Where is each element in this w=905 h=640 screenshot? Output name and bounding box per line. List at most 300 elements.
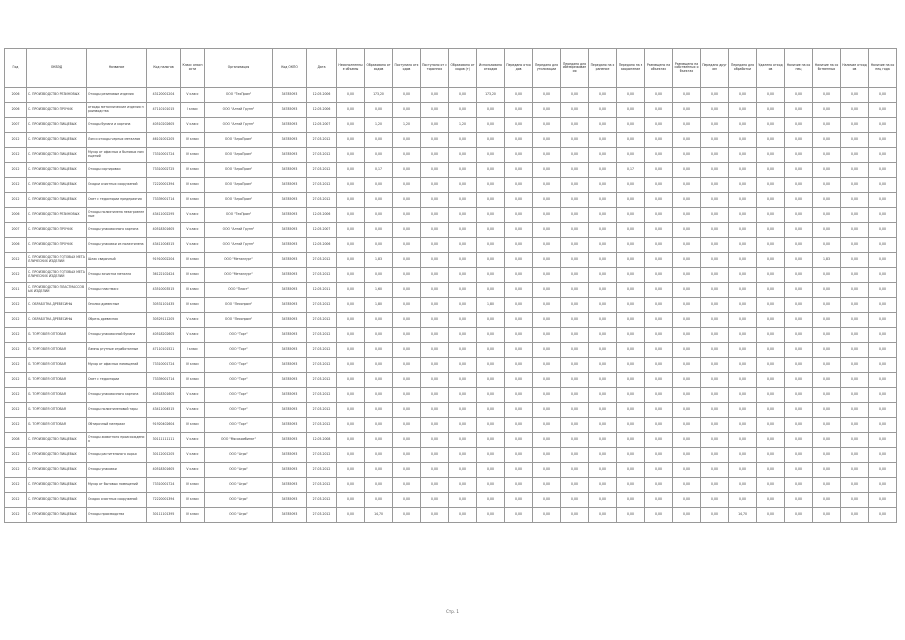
table-cell: 0,00 [673, 268, 701, 283]
table-cell: 0,00 [701, 118, 729, 133]
table-cell: 0,00 [337, 463, 365, 478]
table-cell: 0,00 [589, 313, 617, 328]
table-cell: 0,00 [673, 373, 701, 388]
table-cell: 0,00 [729, 88, 757, 103]
table-cell: 34785093 [273, 358, 307, 373]
table-cell: 34785093 [273, 88, 307, 103]
table-cell: 0,00 [617, 433, 645, 448]
table-cell: 0,00 [785, 343, 813, 358]
table-cell: С. ОБРАБОТКА ДРЕВЕСИНЫ [27, 298, 87, 313]
table-cell: 34785093 [273, 178, 307, 193]
table-cell: 0,00 [813, 463, 841, 478]
table-cell: ООО "АгроПром" [205, 133, 273, 148]
table-cell: 0,00 [617, 493, 645, 508]
table-cell: 0,00 [561, 343, 589, 358]
table-cell: 0,00 [841, 388, 869, 403]
table-cell: 2012 [5, 298, 27, 313]
table-cell: 0,00 [813, 148, 841, 163]
table-cell: 0,00 [477, 223, 505, 238]
table-cell: 0,00 [337, 418, 365, 433]
table-cell: G. ТОРГОВЛЯ ОПТОВАЯ [27, 388, 87, 403]
table-cell: С. ПРОИЗВОДСТВО ПИЩЕВЫХ [27, 448, 87, 463]
table-row [5, 493, 897, 508]
table-cell: 0,00 [617, 463, 645, 478]
table-cell: ООО "Торг" [205, 358, 273, 373]
table-cell: 0,00 [645, 433, 673, 448]
table-cell: 0,00 [393, 313, 421, 328]
table-cell: 0,00 [505, 433, 533, 448]
table-cell: ООО "Алтай Групп" [205, 223, 273, 238]
table-cell: 0,00 [337, 223, 365, 238]
table-cell: 12.05.2006 [307, 103, 337, 118]
table-cell: 0,00 [337, 298, 365, 313]
table-cell: 0,00 [813, 358, 841, 373]
table-cell: 0,00 [505, 268, 533, 283]
table-cell: 0,00 [561, 463, 589, 478]
table-cell: 0,00 [757, 148, 785, 163]
table-cell: 0,00 [421, 223, 449, 238]
table-cell: 0,00 [449, 403, 477, 418]
table-cell: IV класс [181, 253, 205, 268]
table-cell: 0,00 [813, 343, 841, 358]
table-cell: 2012 [5, 448, 27, 463]
table-cell: 0,00 [337, 163, 365, 178]
table-cell: 0,00 [561, 493, 589, 508]
table-cell: 43411004515 [147, 238, 181, 253]
table-cell: V класс [181, 88, 205, 103]
table-cell: 2012 [5, 163, 27, 178]
table-cell: 0,00 [449, 448, 477, 463]
table-cell: 0,00 [785, 223, 813, 238]
table-cell: 0,00 [785, 208, 813, 223]
table-cell: 0,00 [813, 88, 841, 103]
table-cell: 0,00 [421, 313, 449, 328]
table-cell: 0,00 [393, 358, 421, 373]
table-row [5, 448, 897, 463]
table-cell: 0,00 [533, 373, 561, 388]
table-cell: 0,00 [477, 193, 505, 208]
table-cell: 0,00 [617, 343, 645, 358]
table-cell: 0,00 [533, 493, 561, 508]
table-cell: ООО "Торг" [205, 328, 273, 343]
table-cell: 0,00 [421, 283, 449, 298]
table-cell: 0,00 [449, 328, 477, 343]
table-row [5, 103, 897, 118]
table-cell: 34785093 [273, 193, 307, 208]
table-cell: 0,00 [393, 493, 421, 508]
table-cell: 0,00 [337, 448, 365, 463]
table-cell: 0,00 [477, 418, 505, 433]
table-cell: 0,00 [505, 208, 533, 223]
table-cell: 0,00 [673, 178, 701, 193]
table-cell: 0,00 [617, 118, 645, 133]
table-cell: 0,00 [813, 223, 841, 238]
table-row [5, 373, 897, 388]
table-cell: Отходы упаковки [87, 463, 147, 478]
table-cell: 0,00 [701, 478, 729, 493]
table-cell: 0,00 [841, 508, 869, 523]
table-cell: 0,00 [785, 268, 813, 283]
table-cell: 0,00 [561, 388, 589, 403]
table-cell: 0,00 [673, 478, 701, 493]
table-cell: 2012 [5, 508, 27, 523]
table-cell: 0,00 [617, 388, 645, 403]
table-cell: ООО "ТехПром" [205, 208, 273, 223]
table-cell: 0,00 [729, 223, 757, 238]
table-cell: ООО "Торг" [205, 373, 273, 388]
table-cell: 0,00 [505, 298, 533, 313]
table-cell: 0,00 [421, 118, 449, 133]
table-cell: 0,00 [785, 508, 813, 523]
table-cell: Отходы упаковки из полиэтилена [87, 238, 147, 253]
table-cell: 0,00 [505, 493, 533, 508]
table-cell: IV класс [181, 193, 205, 208]
table-cell: 0,00 [393, 193, 421, 208]
table-cell: V класс [181, 403, 205, 418]
table-cell: 0,00 [869, 373, 897, 388]
table-cell: 0,00 [785, 403, 813, 418]
table-cell: 0,00 [393, 448, 421, 463]
table-row [5, 88, 897, 103]
table-cell: ООО "Торг" [205, 403, 273, 418]
table-cell: 0,00 [505, 478, 533, 493]
table-cell: 0,00 [393, 223, 421, 238]
table-cell: 0,00 [449, 133, 477, 148]
table-cell: 0,00 [785, 148, 813, 163]
table-cell: Осадки очистных сооружений [87, 178, 147, 193]
table-cell: 0,00 [757, 103, 785, 118]
table-cell: 0,00 [729, 433, 757, 448]
table-cell: 0,00 [813, 133, 841, 148]
table-cell: 0,00 [365, 238, 393, 253]
table-cell: 0,00 [701, 373, 729, 388]
table-cell: 0,00 [813, 163, 841, 178]
table-cell: отходы металлические изделия производства [87, 103, 147, 118]
table-cell: 0,00 [645, 463, 673, 478]
table-cell: 0,00 [561, 103, 589, 118]
table-cell: 0,00 [589, 238, 617, 253]
table-row [5, 118, 897, 133]
table-cell: С. ПРОИЗВОДСТВО ПРОЧИХ [27, 238, 87, 253]
table-cell: 0,00 [449, 163, 477, 178]
table-cell: 0,00 [841, 133, 869, 148]
table-cell: 0,00 [589, 403, 617, 418]
table-cell: 0,00 [673, 163, 701, 178]
table-cell: 0,00 [533, 343, 561, 358]
table-cell: 0,00 [589, 508, 617, 523]
table-cell: 0,00 [589, 433, 617, 448]
table-cell: 0,00 [505, 388, 533, 403]
table-cell: 0,00 [785, 88, 813, 103]
table-cell: 27.03.2012 [307, 343, 337, 358]
table-cell: 0,00 [393, 373, 421, 388]
table-cell: V класс [181, 238, 205, 253]
table-cell: 0,00 [421, 193, 449, 208]
table-cell: 0,00 [729, 283, 757, 298]
table-cell: 0,00 [477, 433, 505, 448]
table-cell: IV класс [181, 373, 205, 388]
table-cell: 0,00 [701, 133, 729, 148]
table-cell: 0,00 [841, 373, 869, 388]
table-cell: 43411004515 [147, 403, 181, 418]
table-cell: 0,00 [869, 148, 897, 163]
table-cell: 0,00 [421, 133, 449, 148]
table-cell: 0,00 [813, 118, 841, 133]
table-cell: IV класс [181, 478, 205, 493]
table-cell: 0,00 [393, 268, 421, 283]
table-row [5, 388, 897, 403]
table-cell: 0,00 [673, 88, 701, 103]
table-cell: ООО "Алтай Групп" [205, 238, 273, 253]
table-cell: 0,00 [365, 103, 393, 118]
table-cell: 0,00 [337, 343, 365, 358]
table-cell: 0,00 [617, 448, 645, 463]
table-cell: 0,00 [729, 313, 757, 328]
table-cell: 0,00 [757, 193, 785, 208]
table-cell: 0,00 [337, 208, 365, 223]
table-cell: V класс [181, 223, 205, 238]
table-cell: 0,00 [617, 358, 645, 373]
table-cell: 0,00 [645, 298, 673, 313]
table-cell: 0,00 [673, 418, 701, 433]
column-header: Передано для утилизации [533, 49, 561, 88]
table-cell: V класс [181, 448, 205, 463]
table-cell: 0,00 [561, 223, 589, 238]
table-cell: 0,00 [673, 493, 701, 508]
table-cell: 0,00 [421, 478, 449, 493]
table-cell: 0,00 [813, 328, 841, 343]
table-cell: С. ПРОИЗВОДСТВО ПИЩЕВЫХ [27, 118, 87, 133]
table-cell: 0,00 [645, 508, 673, 523]
table-cell: 0,00 [365, 373, 393, 388]
table-cell: 0,00 [505, 508, 533, 523]
table-cell: 0,00 [673, 328, 701, 343]
column-header: Размещено на объектах [645, 49, 673, 88]
table-cell: 0,00 [505, 103, 533, 118]
table-cell: 34785093 [273, 103, 307, 118]
table-row [5, 478, 897, 493]
table-cell: 0,00 [365, 418, 393, 433]
table-cell: 0,00 [533, 508, 561, 523]
table-cell: 0,00 [729, 388, 757, 403]
table-cell: 0,00 [561, 418, 589, 433]
table-cell: 0,00 [673, 133, 701, 148]
table-cell: 0,00 [841, 103, 869, 118]
table-cell: 0,00 [449, 283, 477, 298]
table-cell: 0,00 [421, 343, 449, 358]
table-cell: 0,00 [337, 193, 365, 208]
table-cell: 0,00 [337, 433, 365, 448]
table-cell: 27.03.2012 [307, 508, 337, 523]
table-cell: 0,00 [841, 148, 869, 163]
column-header: Удалено отходов [757, 49, 785, 88]
table-cell: 0,00 [841, 163, 869, 178]
table-cell: Отходы бумаги и картона [87, 118, 147, 133]
table-cell: С. ПРОИЗВОДСТВО ПИЩЕВЫХ [27, 493, 87, 508]
table-cell: 0,00 [505, 148, 533, 163]
table-cell: 0,00 [505, 178, 533, 193]
column-header: Передано для обработки [729, 49, 757, 88]
table-cell: 0,00 [505, 193, 533, 208]
table-cell: Отходы полиэтилена незагрязненные [87, 208, 147, 223]
table-cell: 0,00 [673, 463, 701, 478]
table-cell: 0,00 [757, 358, 785, 373]
table-cell: 0,00 [337, 283, 365, 298]
table-cell: 34785093 [273, 478, 307, 493]
table-cell: 0,00 [589, 223, 617, 238]
table-cell: 0,00 [505, 118, 533, 133]
table-cell: 27.03.2012 [307, 148, 337, 163]
table-cell: 0,00 [729, 328, 757, 343]
table-cell: 0,00 [421, 358, 449, 373]
table-cell: 34785093 [273, 133, 307, 148]
table-cell: 0,00 [337, 403, 365, 418]
table-cell: 27.03.2012 [307, 178, 337, 193]
table-cell: 0,00 [785, 448, 813, 463]
table-cell: 0,00 [533, 358, 561, 373]
table-cell: 0,00 [477, 133, 505, 148]
table-cell: 0,00 [449, 508, 477, 523]
table-cell: 0,00 [449, 463, 477, 478]
table-cell: 0,00 [757, 283, 785, 298]
table-cell: 0,00 [701, 163, 729, 178]
table-cell: 0,00 [337, 328, 365, 343]
table-cell: 0,00 [449, 358, 477, 373]
table-cell: 0,00 [757, 253, 785, 268]
table-cell: 47110101521 [147, 343, 181, 358]
table-cell: С. ПРОИЗВОДСТВО ПРОЧИХ [27, 103, 87, 118]
table-cell: 0,00 [393, 328, 421, 343]
table-cell: 0,00 [813, 268, 841, 283]
table-cell: 0,00 [673, 253, 701, 268]
table-cell: 0,00 [337, 388, 365, 403]
table-row [5, 253, 897, 268]
table-cell: 0,00 [841, 268, 869, 283]
table-cell: 0,00 [757, 373, 785, 388]
table-cell: 0,00 [645, 343, 673, 358]
table-cell: 0,00 [449, 178, 477, 193]
table-cell: 0,00 [365, 448, 393, 463]
table-cell: 27.03.2012 [307, 478, 337, 493]
table-cell: 0,00 [645, 163, 673, 178]
column-header: Код ОКПО [273, 49, 307, 88]
table-cell: Мусор от бытовых помещений [87, 478, 147, 493]
table-cell: 0,00 [533, 178, 561, 193]
table-cell: 0,00 [757, 403, 785, 418]
table-cell: 0,00 [673, 388, 701, 403]
table-cell: 34785093 [273, 313, 307, 328]
table-cell: I класс [181, 343, 205, 358]
table-cell: IV класс [181, 163, 205, 178]
table-cell: 0,00 [337, 118, 365, 133]
table-cell: 0,00 [421, 508, 449, 523]
table-cell: 0,00 [561, 88, 589, 103]
table-cell: G. ТОРГОВЛЯ ОПТОВАЯ [27, 328, 87, 343]
table-cell: 0,00 [337, 373, 365, 388]
column-header: Размещено на собственных объектах [673, 49, 701, 88]
table-cell: 0,00 [589, 268, 617, 283]
table-cell: 0,00 [589, 343, 617, 358]
table-cell: 0,00 [505, 133, 533, 148]
table-cell: 0,00 [757, 208, 785, 223]
table-cell: 2011 [5, 283, 27, 298]
table-row [5, 208, 897, 223]
table-cell: 2007 [5, 223, 27, 238]
table-cell: 0,00 [729, 358, 757, 373]
table-cell: 0,00 [617, 223, 645, 238]
table-cell: 0,00 [673, 238, 701, 253]
table-cell: 0,00 [337, 253, 365, 268]
table-cell: 2012 [5, 148, 27, 163]
table-cell: 0,00 [869, 388, 897, 403]
table-cell: IV класс [181, 148, 205, 163]
table-cell: III класс [181, 283, 205, 298]
table-cell: 0,00 [505, 238, 533, 253]
table-cell: 0,00 [365, 493, 393, 508]
table-cell: 0,00 [337, 313, 365, 328]
table-cell: Отходы резиновые изделия [87, 88, 147, 103]
table-cell: 12.05.2006 [307, 88, 337, 103]
table-cell: 0,00 [813, 283, 841, 298]
table-cell: 0,00 [785, 253, 813, 268]
table-cell: 0,00 [673, 193, 701, 208]
table-cell: 0,00 [757, 328, 785, 343]
table-cell: 34785093 [273, 283, 307, 298]
table-cell: 0,00 [365, 388, 393, 403]
table-cell: Смет с территории [87, 373, 147, 388]
table-cell: 0,00 [617, 298, 645, 313]
table-cell: 0,00 [477, 148, 505, 163]
table-cell: 0,00 [365, 223, 393, 238]
table-cell: 2012 [5, 478, 27, 493]
table-cell: 1,80 [365, 298, 393, 313]
table-cell: 0,00 [477, 313, 505, 328]
table-cell: 0,00 [337, 103, 365, 118]
column-header: Передано на захоронение [617, 49, 645, 88]
table-cell: Смет с территории предприятия [87, 193, 147, 208]
table-cell: 0,00 [729, 418, 757, 433]
table-cell: 0,00 [813, 508, 841, 523]
column-header: Передано отходов [505, 49, 533, 88]
table-cell: 0,00 [393, 88, 421, 103]
table-cell: 0,00 [449, 478, 477, 493]
table-cell: 0,00 [841, 328, 869, 343]
table-cell: 0,00 [617, 283, 645, 298]
table-cell: 0,00 [421, 373, 449, 388]
table-cell: 0,00 [701, 253, 729, 268]
table-cell: 0,00 [589, 388, 617, 403]
table-cell: 0,00 [393, 238, 421, 253]
table-cell: 0,00 [589, 208, 617, 223]
table-cell: 0,00 [393, 418, 421, 433]
table-cell: 0,00 [785, 118, 813, 133]
table-cell: Отходы растительного сырья [87, 448, 147, 463]
table-cell: 0,00 [701, 448, 729, 463]
table-cell: 0,00 [757, 478, 785, 493]
table-cell: 0,00 [617, 133, 645, 148]
table-cell: 0,00 [561, 508, 589, 523]
table-cell: С. ПРОИЗВОДСТВО ПИЩЕВЫХ [27, 463, 87, 478]
table-cell: 0,00 [337, 358, 365, 373]
table-cell: 0,00 [785, 103, 813, 118]
table-cell: 0,00 [869, 508, 897, 523]
table-cell: 0,00 [841, 253, 869, 268]
table-cell: 0,00 [589, 283, 617, 298]
table-cell: 1,20 [449, 118, 477, 133]
table-cell: 0,00 [421, 433, 449, 448]
table-cell: 1,80 [477, 298, 505, 313]
table-cell: 0,00 [393, 463, 421, 478]
